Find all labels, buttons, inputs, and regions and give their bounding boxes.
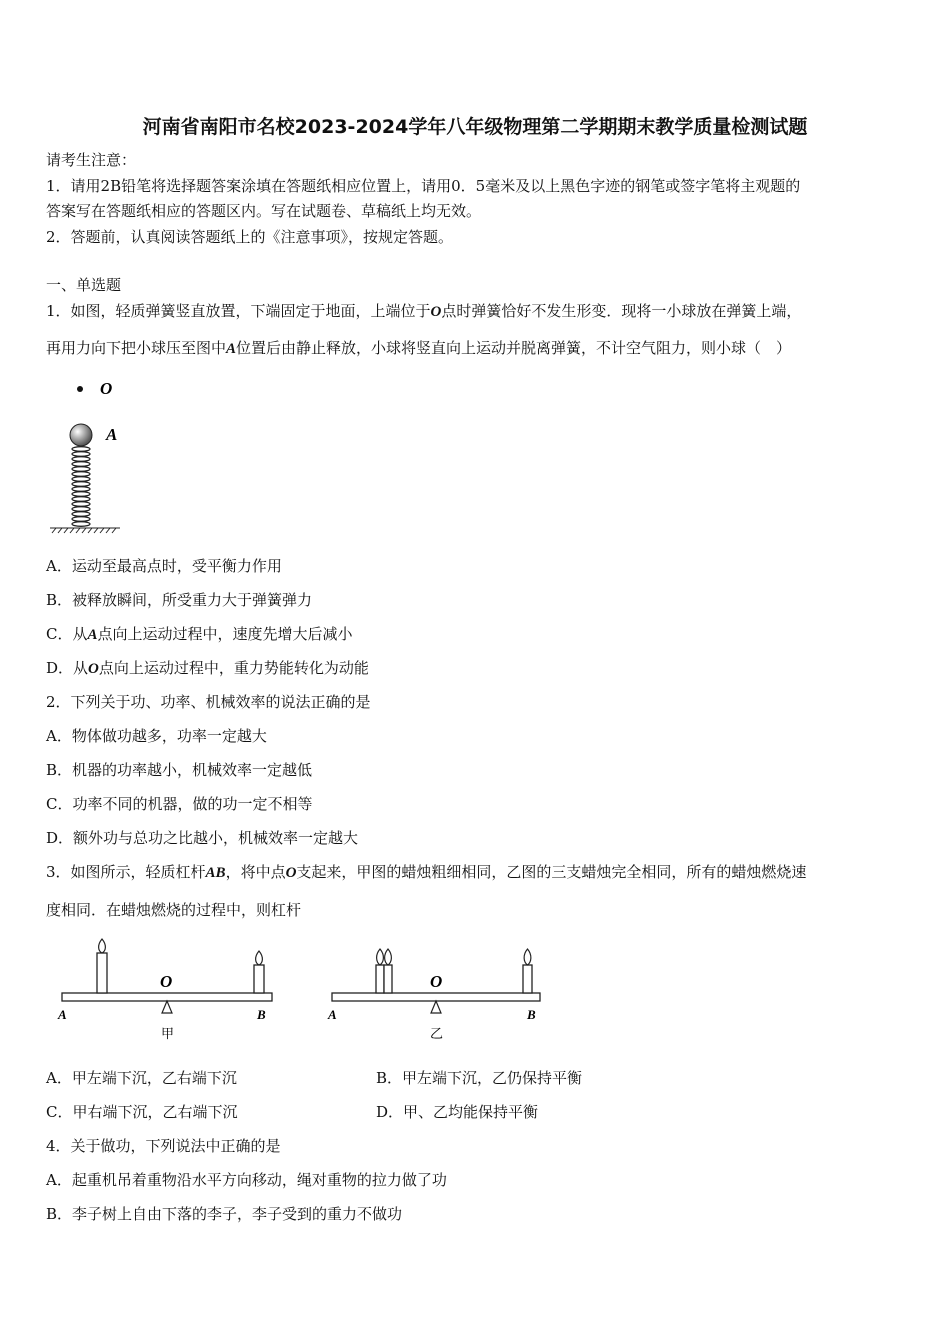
q3-option-a: A．甲左端下沉，乙右端下沉 <box>46 1069 237 1087</box>
q1-option-a: A．运动至最高点时，受平衡力作用 <box>46 557 282 575</box>
q3-option-c: C．甲右端下沉，乙右端下沉 <box>46 1103 238 1121</box>
left-candle-flame <box>99 939 106 953</box>
q1-option-d-point: O <box>88 661 99 677</box>
q2-option-d: D．额外功与总功之比越小，机械效率一定越大 <box>46 829 359 847</box>
q1-stem-text: 1．如图，轻质弹簧竖直放置，下端固定于地面，上端位于 <box>46 302 431 320</box>
q4-option-b: B．李子树上自由下落的李子，李子受到的重力不做功 <box>46 1205 403 1223</box>
notice-item-1-line-1: 1．请用2B铅笔将选择题答案涂填在答题纸相应位置上，请用0．5毫米及以上黑色字迹的钢笔或签字笔将主观题的 <box>46 177 801 195</box>
left-candle-flame <box>385 949 392 965</box>
q3-lever-ab: AB <box>205 865 226 881</box>
q1-stem-line-1 <box>46 301 801 322</box>
label-b: B <box>527 1007 536 1022</box>
left-candle <box>97 953 107 993</box>
left-candle <box>376 965 384 993</box>
q1-point-o: O <box>430 304 442 320</box>
caption: 乙 <box>430 1026 444 1041</box>
q3-option-b: B．甲左端下沉，乙仍保持平衡 <box>376 1069 583 1087</box>
q1-option-b: B．被释放瞬间，所受重力大于弹簧弹力 <box>46 591 313 609</box>
q4-option-a: A．起重机吊着重物沿水平方向移动，绳对重物的拉力做了功 <box>46 1171 447 1189</box>
q1-stem-text: 点时弹簧恰好不发生形变．现将一小球放在弹簧上端， <box>441 302 802 320</box>
q1-option-d-text: D．从 <box>46 659 89 677</box>
q1-option-c-text: C．从 <box>46 625 88 643</box>
left-candle-flame <box>377 949 384 965</box>
q2-option-b: B．机器的功率越小，机械效率一定越低 <box>46 761 313 779</box>
q3-stem-line-1 <box>46 862 806 883</box>
q3-figure-jia <box>50 934 290 1044</box>
q2-option-a: A．物体做功越多，功率一定越大 <box>46 727 267 745</box>
ball <box>70 424 92 446</box>
label-a: A <box>58 1007 67 1022</box>
label-b: B <box>257 1007 266 1022</box>
q3-stem-text: 3．如图所示，轻质杠杆 <box>46 863 206 881</box>
notice-heading: 请考生注意： <box>46 151 137 169</box>
right-candle <box>523 965 532 993</box>
q3-stem-text: ，将中点 <box>225 863 286 881</box>
spring <box>72 447 90 527</box>
label-o: O <box>100 379 113 398</box>
q3-stem-line-2: 度相同．在蜡烛燃烧的过程中，则杠杆 <box>46 901 302 919</box>
q3-option-d: D．甲、乙均能保持平衡 <box>376 1103 539 1121</box>
q4-stem: 4．关于做功，下列说法中正确的是 <box>46 1137 281 1155</box>
q3-point-o: O <box>285 865 297 881</box>
q1-option-d-text: 点向上运动过程中，重力势能转化为动能 <box>98 659 369 677</box>
q1-spring-figure <box>40 370 140 540</box>
right-candle-flame <box>524 949 531 965</box>
right-candle <box>254 965 264 993</box>
fulcrum <box>162 1001 172 1013</box>
q1-option-c <box>46 624 353 645</box>
q2-stem: 2．下列关于功、功率、机械效率的说法正确的是 <box>46 693 371 711</box>
label-a: A <box>106 425 118 444</box>
q1-option-d <box>46 658 369 679</box>
right-candle-flame <box>256 951 263 965</box>
q1-point-a: A <box>226 341 237 357</box>
fulcrum <box>431 1001 441 1013</box>
ground <box>50 528 120 533</box>
q3-figure-yi <box>320 934 560 1044</box>
label-a: A <box>328 1007 337 1022</box>
notice-item-2: 2．答题前，认真阅读答题纸上的《注意事项》，按规定答题。 <box>46 228 454 246</box>
page-title: 河南省南阳市名校2023-2024学年八年级物理第二学期期末教学质量检测试题 <box>142 116 808 138</box>
q2-option-c: C．功率不同的机器，做的功一定不相等 <box>46 795 313 813</box>
section-heading: 一、单选题 <box>46 276 122 294</box>
point-o-dot <box>77 386 83 392</box>
label-o: O <box>430 972 443 991</box>
notice-item-1-line-2: 答案写在答题纸相应的答题区内。写在试题卷、草稿纸上均无效。 <box>46 202 482 220</box>
q1-option-c-text: 点向上运动过程中，速度先增大后减小 <box>97 625 353 643</box>
q1-stem-text: 再用力向下把小球压至图中 <box>46 339 227 357</box>
q1-option-c-point: A <box>87 627 98 643</box>
left-candle <box>384 965 392 993</box>
caption: 甲 <box>161 1026 175 1041</box>
q3-stem-text: 支起来，甲图的蜡烛粗细相同，乙图的三支蜡烛完全相同，所有的蜡烛燃烧速 <box>296 863 807 881</box>
q1-stem-line-2 <box>46 338 791 359</box>
q1-stem-text: 位置后由静止释放，小球将竖直向上运动并脱离弹簧，不计空气阻力，则小球（ ） <box>236 339 792 357</box>
label-o: O <box>160 972 173 991</box>
